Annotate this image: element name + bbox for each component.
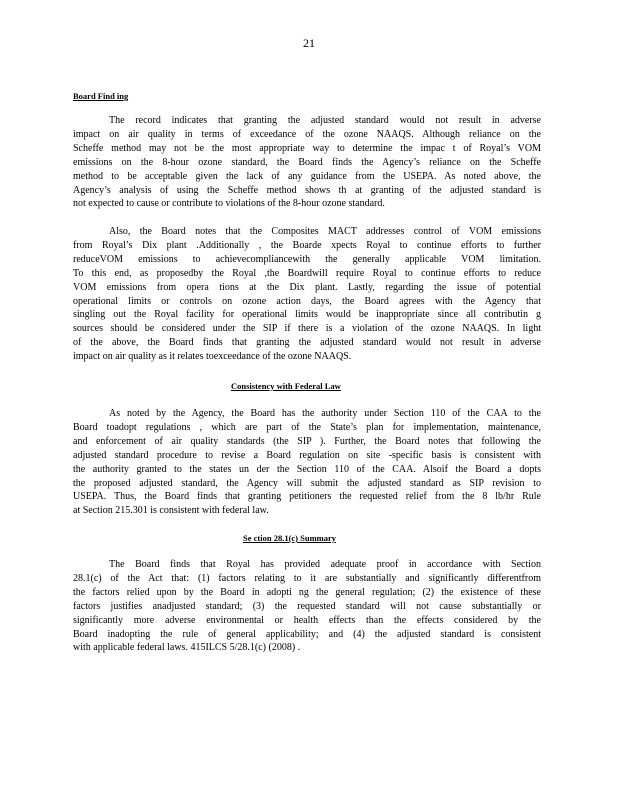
paragraph-board-finding-2 bbox=[73, 225, 541, 364]
text-line: Scheffe method may not be the most appropriate way to determine the impac t of Royal’s VOM bbox=[73, 142, 541, 154]
text-line: Also, the Board notes that the Composites MACT addresses control of VOM emissions bbox=[109, 226, 541, 237]
section-heading-summary: Se ction 28.1(c) Summary bbox=[243, 533, 337, 543]
text-line: sources should be considered under the SIP if there is a violation of the ozone NAAQS. In light bbox=[73, 323, 541, 335]
text-line: As noted by the Agency, the Board has the authority under Section 110 of the CAA to the bbox=[109, 408, 541, 419]
text-line: method to be acceptable given the lack of any guidance from the USEPA. As noted above, the bbox=[73, 170, 541, 182]
text-line: the authority granted to the states un der the Section 110 of the CAA. Alsoif the Board a dopts bbox=[73, 463, 541, 475]
paragraph-consistency bbox=[73, 407, 541, 518]
text-line: emissions on the 8-hour ozone standard, the Board finds the Agency’s reliance on the Scheffe bbox=[73, 156, 541, 168]
text-line: the proposed adjusted standard, the Agency will submit the adjusted standard as SIP revision to bbox=[73, 477, 541, 489]
text-line: Board inadopting the rule of general applicability; and (4) the adjusted standard is consistent bbox=[73, 628, 541, 640]
section-heading-board-finding: Board Find ing bbox=[73, 91, 129, 101]
text-line: the factors relied upon by the Board in adopti ng the general regulation; (2) the existence of these bbox=[73, 586, 541, 598]
text-line: of the above, the Board finds that granting the adjusted standard would not result in adverse bbox=[73, 337, 541, 349]
paragraph-summary bbox=[73, 558, 541, 655]
text-line: impact on air quality in terms of exceedance of the ozone NAAQS. Although reliance on the bbox=[73, 128, 541, 140]
text-line: 28.1(c) of the Act that: (1) factors relating to it are substantially and significantly differentfrom bbox=[73, 572, 541, 584]
text-line: To this end, as proposedby the Royal ,the Boardwill require Royal to continue efforts to reduce bbox=[73, 267, 541, 279]
text-line: impact on air quality as it relates toexceedance of the ozone NAAQS. bbox=[73, 351, 352, 363]
text-line: factors justifies anadjusted standard; (3) the requested standard will not cause substantially or bbox=[73, 600, 541, 612]
text-line: at Section 215.301 is consistent with federal law. bbox=[73, 505, 269, 517]
page-number: 21 bbox=[303, 36, 315, 50]
text-line: and enforcement of air quality standards (the SIP ). Further, the Board notes that following the bbox=[73, 435, 541, 447]
text-line: The record indicates that granting the adjusted standard would not result in adverse bbox=[109, 115, 541, 126]
text-line: singling out the Royal facility for operational limits would be inappropriate since all contributin g bbox=[73, 309, 541, 321]
section-heading-consistency: Consistency with Federal Law bbox=[231, 381, 341, 391]
text-line: from Royal’s Dix plant .Additionally , the Boarde xpects Royal to continue efforts to further bbox=[73, 239, 541, 251]
text-line: VOM emissions from opera tions at the Dix plant. Lastly, regarding the issue of potential bbox=[73, 281, 541, 293]
text-line: Board toadopt regulations , which are part of the State’s plan for implementation, maintenance, bbox=[73, 421, 541, 433]
text-line: The Board finds that Royal has provided adequate proof in accordance with Section bbox=[109, 559, 541, 570]
text-line: operational limits or controls on ozone action days, the Board agrees with the Agency that bbox=[73, 295, 541, 307]
text-line: reduceVOM emissions to achievecompliancewith the generally applicable VOM limitation. bbox=[73, 253, 541, 265]
text-line: significantly more adverse environmental or health effects than the effects considered by the bbox=[73, 614, 541, 626]
text-line: USEPA. Thus, the Board finds that granting petitioners the requested relief from the 8 lb/hr Rule bbox=[73, 491, 541, 503]
text-line: Agency’s analysis of using the Scheffe method shows th at granting of the adjusted standard is bbox=[73, 184, 541, 196]
paragraph-board-finding-1 bbox=[73, 114, 541, 211]
text-line: adjusted standard procedure to revise a Board regulation on site -specific basis is consistent with bbox=[73, 449, 541, 461]
text-line: not expected to cause or contribute to violations of the 8-hour ozone standard. bbox=[73, 198, 385, 210]
text-line: with applicable federal laws. 415ILCS 5/28.1(c) (2008) . bbox=[73, 642, 301, 654]
